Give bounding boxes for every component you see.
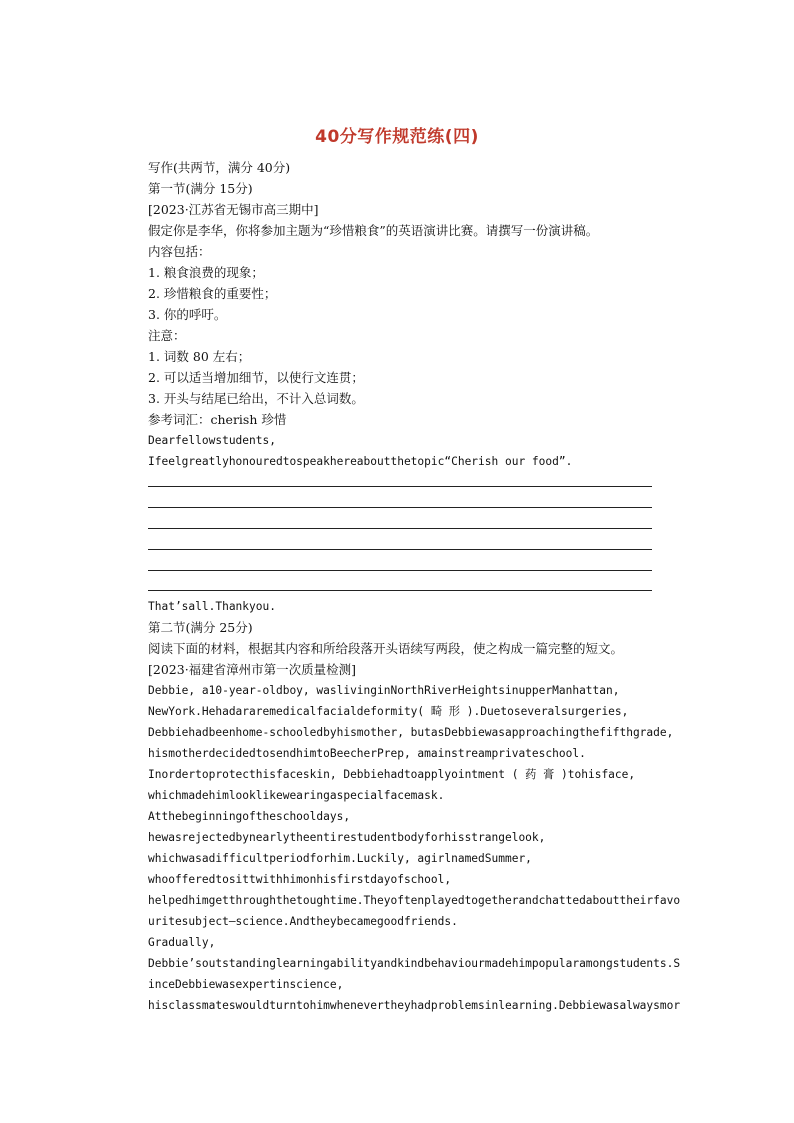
page-title: 40分写作规范练(四)	[315, 127, 479, 147]
passage-line: Inordertoprotecthisfaceskin, Debbiehadtoapplyointment ( 药 膏 )tohisface,	[148, 768, 636, 781]
source1: [2023·江苏省无锡市高三期中]	[148, 202, 319, 217]
passage-line: uritesubject—science.Andtheybecamegoodfriends.	[148, 915, 458, 928]
notes-item: 2. 可以适当增加细节，以使行文连贯；	[148, 370, 364, 385]
answer-line[interactable]	[148, 570, 652, 571]
notes-item: 3. 开头与结尾已给出，不计入总词数。	[148, 391, 364, 406]
passage-line: whichwasadifficultperiodforhim.Luckily, agirlnamedSummer,	[148, 852, 532, 865]
prompt-text: 假定你是李华，你将参加主题为“珍惜粮食”的英语演讲比赛。请撰写一份演讲稿。	[148, 223, 599, 238]
content-item: 2. 珍惜粮食的重要性；	[148, 286, 277, 301]
section2-instruction: 阅读下面的材料，根据其内容和所给段落开头语续写两段，使之构成一篇完整的短文。	[148, 641, 624, 656]
passage-line: helpedhimgetthroughthetoughtime.Theyoftenplayedtogetherandchattedabouttheirfavo	[148, 894, 681, 907]
passage-line: whichmadehimlooklikewearingaspecialfacemask.	[148, 789, 445, 802]
content-label: 内容包括：	[148, 244, 211, 259]
passage-line: Debbie’soutstandinglearningabilityandkindbehaviourmadehimpopularamongstudents.S	[148, 957, 681, 970]
opening-sentence: Ifeelgreatlyhonouredtospeakhereaboutthetopic“Cherish our food”.	[148, 455, 573, 468]
greeting: Dearfellowstudents,	[148, 434, 276, 447]
passage-line: hismotherdecidedtosendhimtoBeecherPrep, amainstreamprivateschool.	[148, 747, 586, 760]
passage-line: Atthebeginningoftheschooldays,	[148, 810, 351, 823]
section2-label: 第二节(满分 25分)	[148, 620, 253, 635]
passage-line: hewasrejectedbynearlytheentirestudentbodyforhisstrangelook,	[148, 831, 546, 844]
passage-line: Debbie, a10-year-oldboy, waslivinginNorthRiverHeightsinupperManhattan,	[148, 684, 620, 697]
vocab-hint: 参考词汇：cherish 珍惜	[148, 412, 287, 427]
passage-line: inceDebbiewasexpertinscience,	[148, 978, 344, 991]
passage-line: hisclassmateswouldturntohimwhenevertheyhadproblemsinlearning.Debbiewasalwaysmor	[148, 999, 681, 1012]
passage-line: NewYork.Hehadararemedicalfacialdeformity( 畸 形 ).Duetoseveralsurgeries,	[148, 705, 629, 718]
notes-item: 1. 词数 80 左右；	[148, 349, 251, 364]
answer-line[interactable]	[148, 528, 652, 529]
passage-line: Debbiehadbeenhome-schooledbyhismother, butasDebbiewasapproachingthefifthgrade,	[148, 726, 674, 739]
writing-header: 写作(共两节，满分 40分)	[148, 160, 291, 175]
answer-line[interactable]	[148, 590, 652, 591]
passage-line: Gradually,	[148, 936, 216, 949]
section1-label: 第一节(满分 15分)	[148, 181, 253, 196]
closing-sentence: That’sall.Thankyou.	[148, 600, 276, 613]
answer-line[interactable]	[148, 507, 652, 508]
notes-label: 注意：	[148, 328, 186, 343]
content-item: 3. 你的呼吁。	[148, 307, 227, 322]
passage-line: whoofferedtosittwithhimonhisfirstdayofschool,	[148, 873, 452, 886]
source2: [2023·福建省漳州市第一次质量检测]	[148, 662, 357, 677]
content-item: 1. 粮食浪费的现象；	[148, 265, 264, 280]
answer-line[interactable]	[148, 549, 652, 550]
answer-line[interactable]	[148, 486, 652, 487]
